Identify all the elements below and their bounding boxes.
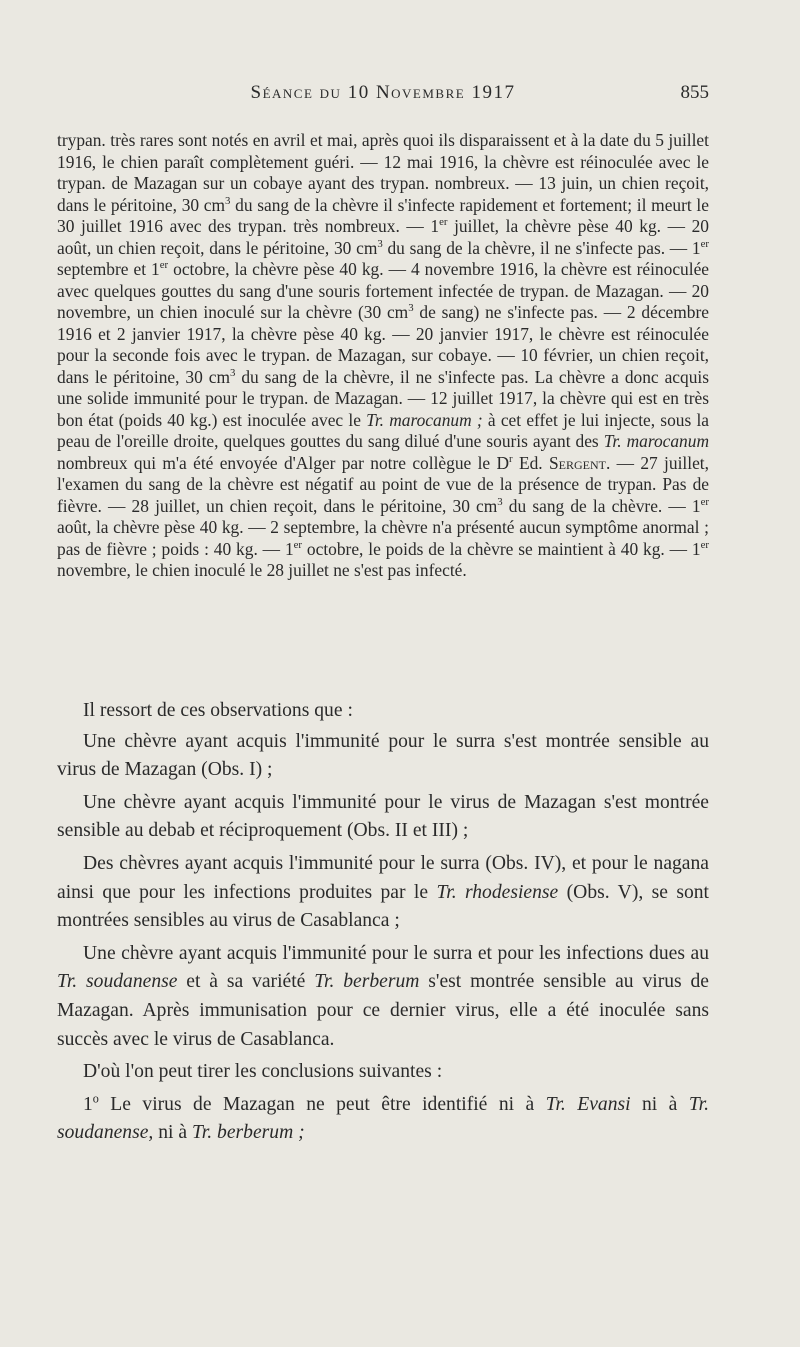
page-header: [57, 82, 709, 108]
conclusions-intro: Il ressort de ces observations que :: [83, 700, 353, 721]
conclusion-2: Une chèvre ayant acquis l'immunité pour le virus de Mazagan s'est montrée sensible au debab et réciproquement (Obs. II et III) ;: [57, 791, 709, 842]
conclusion-6: 1$^o$ Le virus de Mazagan ne peut être identifié ni à Tr. Evansi ni à Tr. soudanense, ni à Tr. berberum ;: [57, 1091, 709, 1144]
conclusions-text: [57, 697, 709, 1152]
page-number: 855: [680, 82, 709, 103]
conclusion-4: Une chèvre ayant acquis l'immunité pour le surra et pour les infections dues au Tr. soudanense et à sa variété Tr. berberum s'est montrée sensible au virus de Mazagan. Après immunisation pour ce dernier virus, elle a été inoculée sans succès avec le virus de Casablanca.: [57, 942, 710, 1050]
observation-text: [57, 130, 709, 582]
observation-paragraph: trypan. très rares sont notés en avril et mai, après quoi ils disparaissent et à la date du 5 juillet 1916, le chien paraît complètement guéri. — 12 mai 1916, la chèvre est réinoculée avec le trypan. de Mazagan sur un cobaye ayant des trypan. nombreux. — 13 juin, un chien reçoit, dans le péritoine, 30 $cm^3$ du sang de la chèvre il s'infecte rapidement et fortement; il meurt le 30 juillet 1916 avec des trypan. très nombreux. — 1er juillet, la chèvre pèse 40 kg. — 20 août, un chien reçoit, dans le péritoine, 30 $cm^3$ du sang de la chèvre, il ne s'infecte pas. — 1er septembre et 1er octobre, la chèvre pèse 40 kg. — 4 novembre 1916, la chèvre est réinoculée avec quelques gouttes du sang d'une souris fortement infectée de trypan. de Mazagan. — 20 novembre, un chien inoculé sur la chèvre (30 $cm^3$ de sang) ne s'infecte pas. — 2 décembre 1916 et 2 janvier 1917, la chèvre pèse 40 kg. — 20 janvier 1917, le chèvre est réinoculée pour la seconde fois avec le trypan. de Mazagan, sur cobaye. — 10 février, un chien reçoit, dans le péritoine, 30 $cm^3$ du sang de la chèvre, il ne s'infecte pas. La chèvre a donc acquis une solide immunité pour le trypan. de Mazagan. — 12 juillet 1917, la chèvre qui est en très bon état (poids 40 kg.) est inoculée avec le Tr. marocanum ; à cet effet je lui injecte, sous la peau de l'oreille droite, quelques gouttes du sang dilué d'une souris ayant des Tr. marocanum nombreux qui m'a été envoyée d'Alger par notre collègue le $D^r$ Ed. Sergent. — 27 juillet, l'examen du sang de la chèvre est négatif au point de vue de la présence de trypan. Pas de fièvre. — 28 juillet, un chien reçoit, dans le péritoine, 30 $cm^3$ du sang de la chèvre. — 1er août, la chèvre pèse 40 kg. — 2 septembre, la chèvre n'a présenté aucun symptôme anormal ; pas de fièvre ; poids : 40 kg. — 1er octobre, le poids de la chèvre se maintient à 40 kg. — 1er novembre, le chien inoculé le 28 juillet ne s'est pas infecté.: [57, 130, 710, 580]
conclusion-1: Une chèvre ayant acquis l'immunité pour le surra s'est montrée sensible au virus de Mazagan (Obs. I) ;: [57, 730, 709, 781]
conclusion-3: Des chèvres ayant acquis l'immunité pour le surra (Obs. IV), et pour le nagana ainsi que pour les infections produites par le Tr. rhodesiense (Obs. V), se sont montrées sensibles au virus de Casablanca ;: [57, 852, 710, 932]
conclusion-5: D'où l'on peut tirer les conclusions suivantes :: [83, 1061, 443, 1083]
running-title: Séance du 10 Novembre 1917: [250, 82, 516, 103]
